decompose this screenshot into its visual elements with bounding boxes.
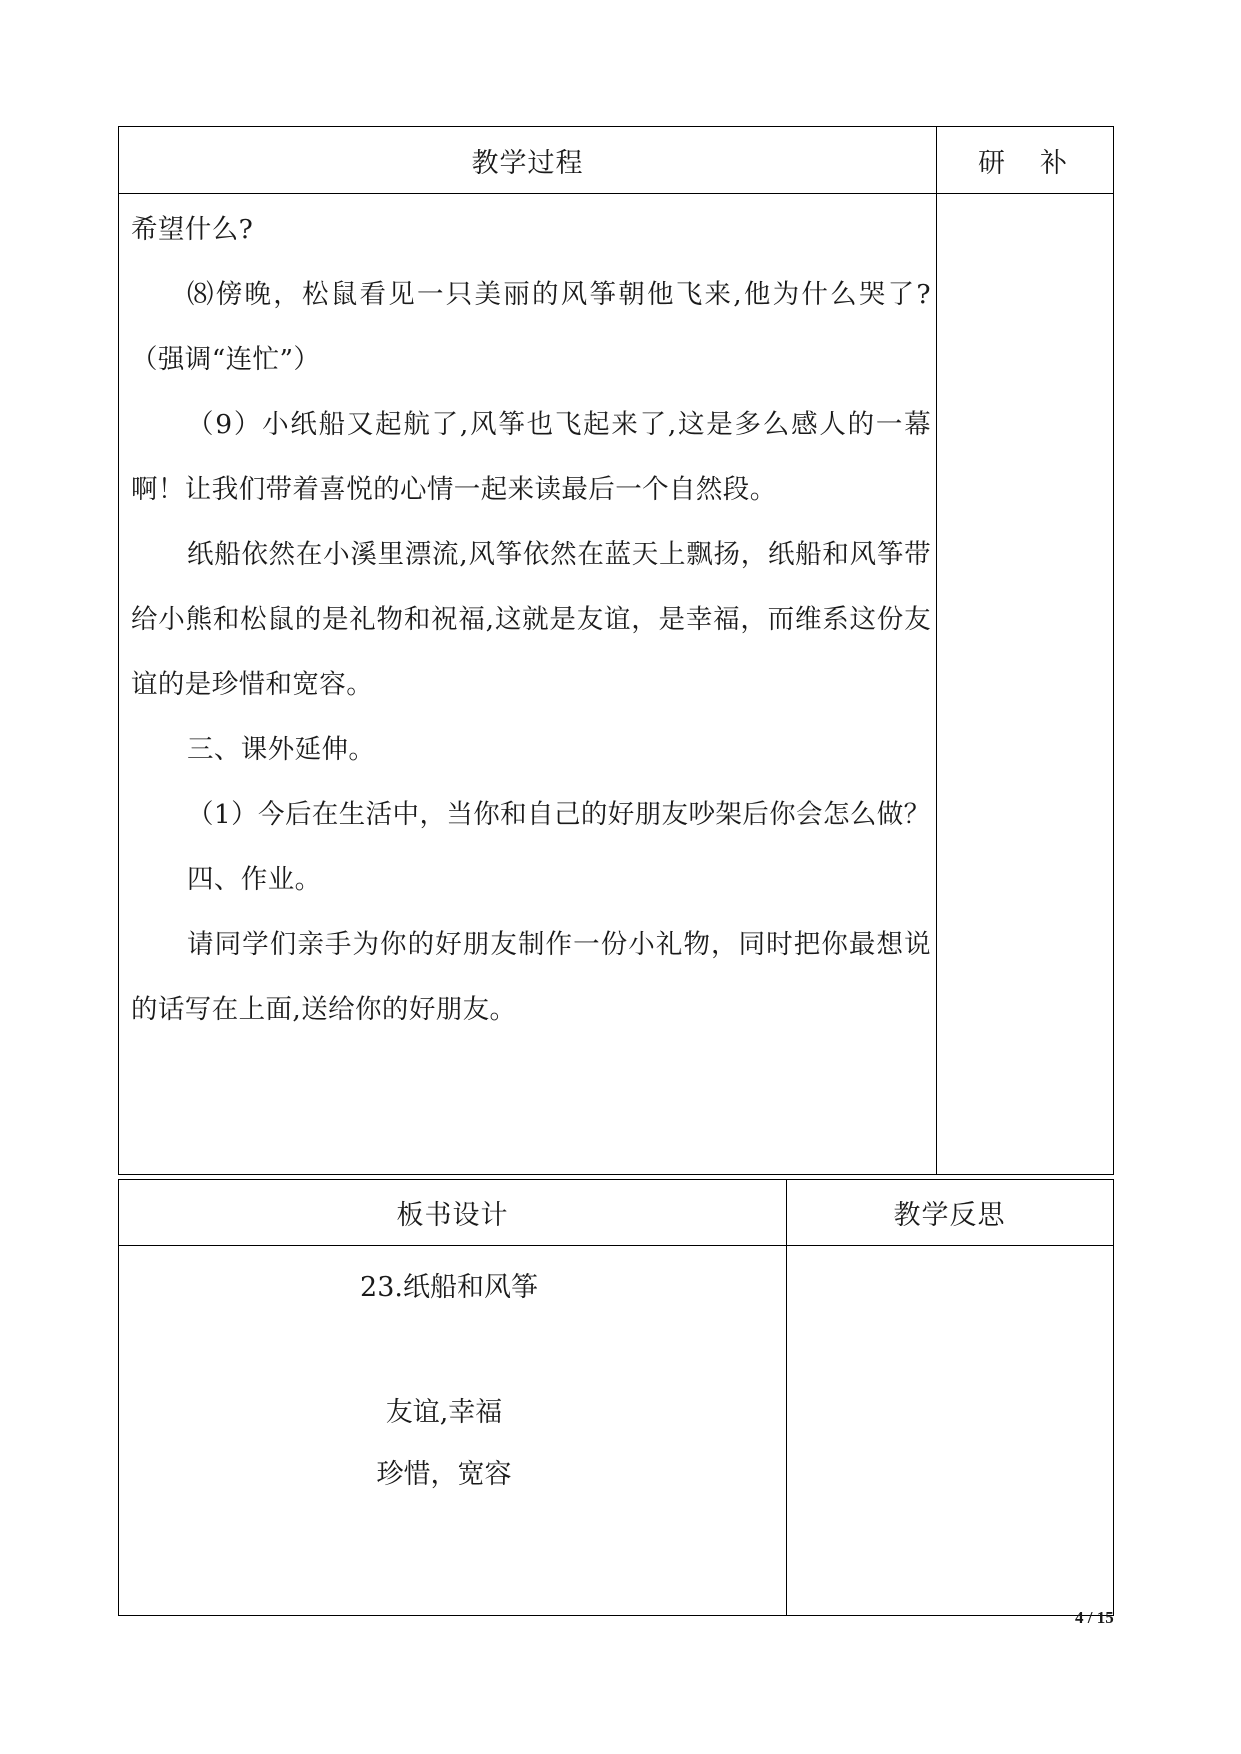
board-table xyxy=(118,1179,1114,1616)
paragraph: 四、作业。 xyxy=(187,864,322,895)
page-number: 4 / 15 xyxy=(1075,1608,1114,1627)
board-table-header-rule xyxy=(119,1245,1113,1246)
header-reflection: 教学反思 xyxy=(893,1200,1006,1231)
paragraph: 纸船依然在小溪里漂流,风筝依然在蓝天上飘扬，纸船和风筝带给小熊和松鼠的是礼物和祝福,这就是友谊，是幸福，而维系这份友谊的是珍惜和宽容。 xyxy=(131,539,931,700)
board-line-cherish: 珍惜，宽容 xyxy=(376,1459,512,1490)
paragraph: （9）小纸船又起航了,风筝也飞起来了,这是多么感人的一幕啊！让我们带着喜悦的心情一起来读最后一个自然段。 xyxy=(131,409,931,505)
paragraph: 三、课外延伸。 xyxy=(187,734,376,765)
paragraph: 希望什么? xyxy=(131,214,254,245)
paragraph: 请同学们亲手为你的好朋友制作一份小礼物，同时把你最想说的话写在上面,送给你的好朋友。 xyxy=(131,929,931,1025)
process-table xyxy=(118,126,1114,1175)
header-teaching-process: 教学过程 xyxy=(471,147,584,179)
header-supplement: 研 补 xyxy=(978,147,1071,179)
paragraph: （1）今后在生活中，当你和自己的好朋友吵架后你会怎么做？ xyxy=(187,799,931,830)
board-title: 23.纸船和风筝 xyxy=(360,1272,538,1303)
process-body xyxy=(131,193,931,1042)
paragraph: ⑻傍晚，松鼠看见一只美丽的风筝朝他飞来,他为什么哭了?（强调“连忙”） xyxy=(131,279,931,375)
board-line-friendship: 友谊,幸福 xyxy=(385,1397,503,1428)
process-table-divider xyxy=(936,127,937,1174)
header-board-design: 板书设计 xyxy=(396,1200,509,1231)
